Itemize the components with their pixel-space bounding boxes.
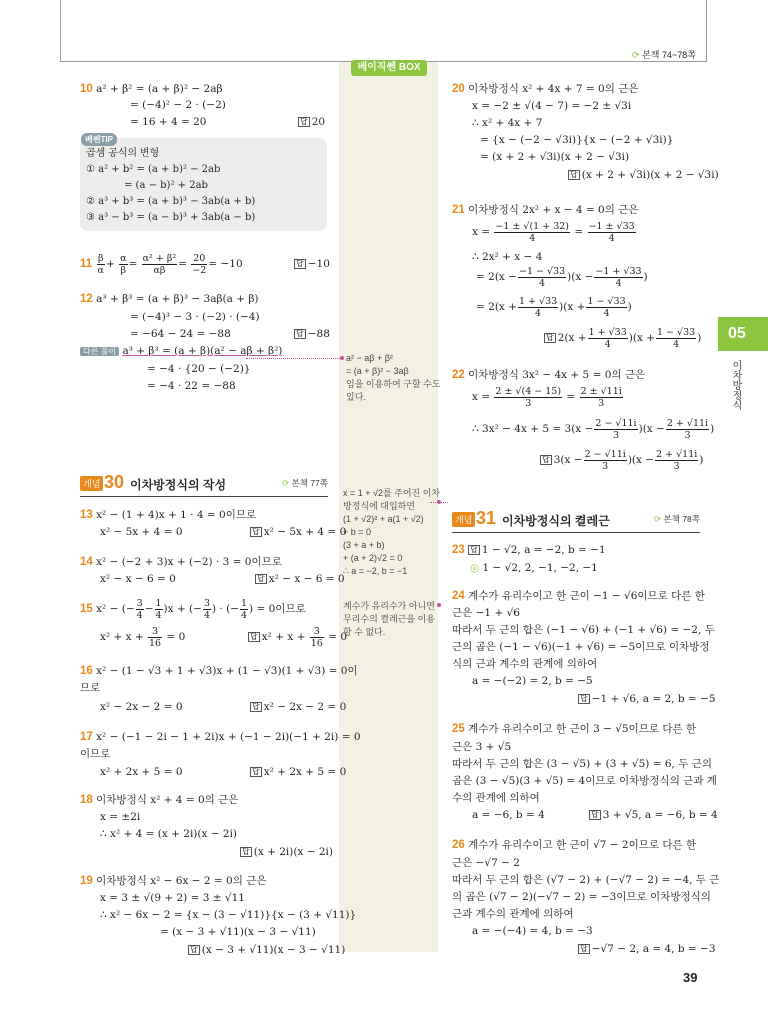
problem-20-line-4: = {x − (−2 − √3i)}{x − (−2 + √3i)} bbox=[480, 134, 674, 146]
connector-dot bbox=[437, 603, 441, 607]
fraction: $\frac{3}{16}$ bbox=[149, 625, 162, 649]
answer-mark-icon: 답 bbox=[257, 574, 265, 583]
fraction: $\frac{20}{-2}$ bbox=[192, 252, 207, 276]
problem-24-line-2: 근은 −1 + √6 bbox=[452, 607, 520, 619]
fraction: $\frac{2 - √11i}{3}$ bbox=[584, 448, 626, 472]
fraction: $\frac{\alpha}{\beta}$ bbox=[120, 252, 127, 276]
problem-19-line-2: x = 3 ± √(9 + 2) = 3 ± √11 bbox=[100, 892, 245, 904]
answer-mark-icon: 답 bbox=[252, 767, 260, 776]
fraction: $\frac{1}{4}$ bbox=[241, 597, 248, 621]
problem-20-line-3: ∴ x² + 4x + 7 bbox=[472, 117, 543, 129]
answer-mark-icon: 답 bbox=[591, 810, 599, 819]
problem-26-answer: 답 −√7 − 2, a = 4, b = −3 bbox=[580, 943, 716, 955]
answer-mark-icon: 답 bbox=[250, 632, 258, 641]
fraction: $\frac{1 + √33}{4}$ bbox=[518, 295, 558, 319]
problem-25-line-6: a = −6, b = 4 bbox=[472, 809, 545, 821]
problem-12-alt-line-3: = −4 · 22 = −88 bbox=[147, 380, 236, 392]
problem-15-line-1: 15 x² − (− $\frac{3}{4}$ − $\frac{1}{4}$ )x + (− $\frac{3}{4}$ ) · (− $\frac{1}{4}$ ) = 0이므로 bbox=[80, 597, 306, 621]
problem-26-line-5: 근과 계수의 관계에 의하여 bbox=[452, 908, 574, 920]
problem-16-line-1b: 므로 bbox=[80, 682, 101, 694]
problem-11: 11 $\frac{\beta}{\alpha}$ + $\frac{\alpha}{\beta}$ = $\frac{\text{α² + β²}}{\alpha\beta}$ = $\frac{20}{-2}$ = −10 bbox=[80, 252, 243, 276]
problem-10-line-1: 10 a² + β² = (a + β)² − 2aβ bbox=[80, 83, 223, 95]
connector-dot bbox=[340, 356, 344, 360]
connector-dot bbox=[437, 500, 441, 504]
fraction: $\frac{2 \pm √11i}{3}$ bbox=[580, 385, 622, 409]
problem-10-line-3: = 16 + 4 = 20 bbox=[130, 116, 207, 128]
side-note-2: x = 1 + √2를 주어진 이차 방정식에 대입하면 (1 + √2)² + a(1 + √2) + b = 0 (3 + a + b) + (a + 2)√2 = 0 ∴ a = −2, b = −1 bbox=[343, 488, 441, 576]
fraction: $\frac{3}{4}$ bbox=[203, 597, 210, 621]
problem-24-line-4: 근의 곱은 (−1 − √6)(−1 + √6) = −5이므로 이차방정 bbox=[452, 641, 710, 653]
problem-26-line-3: 따라서 두 근의 합은 (√7 − 2) + (−√7 − 2) = −4, 두 근 bbox=[452, 874, 720, 886]
problem-22-line-3: ∴ 3x² − 4x + 5 = 3(x − $\frac{2 - √11i}{3}$ )(x − $\frac{2 + √11i}{3}$ ) bbox=[472, 417, 715, 441]
refresh-icon: ⟳ bbox=[282, 478, 290, 488]
problem-18-line-3: ∴ x² + 4 = (x + 2i)(x − 2i) bbox=[100, 828, 238, 840]
problem-12-line-2: = (−4)³ − 3 · (−2) · (−4) bbox=[130, 311, 260, 323]
problem-18-line-1: 18 이차방정식 x² + 4 = 0의 근은 bbox=[80, 794, 239, 806]
problem-19-answer: 답 (x − 3 + √11)(x − 3 − √11) bbox=[190, 944, 346, 956]
fraction: $\frac{3}{16}$ bbox=[310, 625, 323, 649]
problem-12-line-3: = −64 − 24 = −88 bbox=[130, 328, 231, 340]
problem-14-line-2: x² − x − 6 = 0 bbox=[100, 573, 176, 585]
problem-13-answer: 답 x² − 5x + 4 = 0 bbox=[252, 526, 347, 538]
top-frame-line bbox=[60, 0, 61, 62]
answer-mark-icon: 답 bbox=[242, 847, 250, 856]
tip-line-3: ② a³ + b³ = (a + b)³ − 3ab(a + b) bbox=[86, 196, 256, 207]
tip-line-2: = (a − b)² + 2ab bbox=[124, 180, 208, 191]
problem-23-line-1: 23 답 1 − √2, a = −2, b = −1 bbox=[452, 544, 606, 556]
problem-24-line-3: 따라서 두 근의 합은 (−1 − √6) + (−1 + √6) = −2, 두 bbox=[452, 624, 715, 636]
section-30-header: 개념 30 이차방정식의 작성 ⟳ 본책 77쪽 bbox=[80, 474, 328, 497]
problem-12-line-1: 12 a³ + β³ = (a + β)³ − 3aβ(a + β) bbox=[80, 293, 259, 305]
answer-mark-icon: 답 bbox=[580, 944, 588, 953]
side-note-1: a² − aβ + β² = (a + β)² − 3aβ 임을 이용하여 구할 수도 있다. bbox=[346, 353, 441, 402]
header-reference: ⟳ 본책 74~78쪽 bbox=[632, 50, 696, 60]
fraction: $\frac{-1 - √33}{4}$ bbox=[518, 265, 566, 289]
section-31-header: 개념 31 이차방정식의 켤레근 ⟳ 본책 78쪽 bbox=[452, 510, 700, 533]
problem-25-answer: 답 3 + √5, a = −6, b = 4 bbox=[591, 809, 718, 821]
answer-mark-icon: 답 bbox=[296, 259, 304, 268]
fraction: $\frac{-1 + √33}{4}$ bbox=[595, 265, 642, 289]
fraction: $\frac{1}{4}$ bbox=[155, 597, 162, 621]
problem-25-line-2: 근은 3 + √5 bbox=[452, 741, 512, 753]
problem-21-line-3: ∴ 2x² + x − 4 bbox=[472, 251, 543, 263]
problem-12-alt-line-2: = −4 · {20 − (−2)} bbox=[147, 363, 251, 375]
connector-line bbox=[246, 358, 342, 359]
problem-10-answer: 답 20 bbox=[300, 116, 326, 128]
problem-16-line-1: 16 x² − (1 − √3 + 1 + √3)x + (1 − √3)(1 + √3) = 0이 bbox=[80, 665, 358, 677]
problem-20-line-2: x = −2 ± √(4 − 7) = −2 ± √3i bbox=[472, 100, 632, 112]
answer-mark-icon: 답 bbox=[546, 333, 554, 342]
fraction: $\frac{2 - √11i}{3}$ bbox=[595, 417, 637, 441]
answer-mark-icon: 답 bbox=[190, 945, 198, 954]
problem-14-answer: 답 x² − x − 6 = 0 bbox=[257, 573, 345, 585]
side-note-3: 계수가 유리수가 아니면 무리수의 켤레근을 이용 할 수 없다. bbox=[343, 601, 435, 637]
refresh-icon: ⟳ bbox=[654, 514, 662, 524]
problem-18-answer: 답 (x + 2i)(x − 2i) bbox=[242, 846, 333, 858]
problem-19-line-1: 19 이차방정식 x² − 6x − 2 = 0의 근은 bbox=[80, 875, 267, 887]
top-frame-line-right bbox=[706, 0, 707, 62]
problem-12-answer: 답 −88 bbox=[296, 328, 330, 340]
fraction: $\frac{3}{4}$ bbox=[136, 597, 143, 621]
problem-16-answer: 답 x² − 2x − 2 = 0 bbox=[252, 701, 347, 713]
fraction: $\frac{-1 \pm √33}{4}$ bbox=[588, 220, 635, 244]
answer-mark-icon: 답 bbox=[300, 117, 308, 126]
tip-line-4: ③ a³ − b³ = (a − b)³ + 3ab(a − b) bbox=[86, 212, 256, 223]
problem-24-answer: 답 −1 + √6, a = 2, b = −5 bbox=[580, 693, 716, 705]
fraction: $\frac{-1 \pm √(1 + 32)}{4}$ bbox=[495, 220, 570, 244]
fraction: $\frac{1 - √33}{4}$ bbox=[587, 295, 626, 319]
problem-24-line-6: a = −(−2) = 2, b = −5 bbox=[472, 675, 593, 687]
target-icon: ◎ bbox=[470, 562, 480, 574]
problem-22-line-2: x = $\frac{2 \pm √(4 - 15)}{3}$ = $\frac{2 \pm √11i}{3}$ bbox=[472, 385, 622, 409]
problem-17-answer: 답 x² + 2x + 5 = 0 bbox=[252, 766, 347, 778]
fraction: $\frac{1 + √33}{4}$ bbox=[588, 326, 627, 350]
answer-mark-icon: 답 bbox=[542, 455, 550, 464]
problem-26-line-1: 26 계수가 유리수이고 한 근이 √7 − 2이므로 다른 한 bbox=[452, 839, 697, 851]
problem-25-line-3: 따라서 두 근의 합은 (3 − √5) + (3 + √5) = 6, 두 근의 bbox=[452, 758, 712, 770]
problem-15-line-2: x² + x + $\frac{3}{16}$ = 0 bbox=[100, 625, 186, 649]
problem-17-line-1b: 이므로 bbox=[80, 748, 111, 760]
answer-mark-icon: 답 bbox=[252, 527, 260, 536]
fraction: $\frac{2 + √11i}{3}$ bbox=[656, 448, 698, 472]
fraction: $\frac{2 + √11i}{3}$ bbox=[666, 417, 709, 441]
tip-title: 곱셈 공식의 변형 bbox=[86, 148, 160, 159]
problem-26-line-6: a = −(−4) = 4, b = −3 bbox=[472, 925, 593, 937]
problem-12-alt-line-1: 다른 풀이 a³ + β³ = (a + β)(a² − aβ + β²) bbox=[80, 344, 282, 359]
problem-26-line-4: 의 곱은 (√7 − 2)(−√7 − 2) = −3이므로 이차방정식의 bbox=[452, 891, 711, 903]
tip-line-1: ① a² + b² = (a + b)² − 2ab bbox=[86, 164, 221, 175]
chapter-tab[interactable]: 05 bbox=[718, 317, 768, 351]
problem-11-answer: 답 −10 bbox=[296, 258, 330, 270]
refresh-icon: ⟳ bbox=[632, 50, 640, 60]
tip-label: 베쎈TIP bbox=[81, 133, 117, 146]
fraction: $\frac{\text{α² + β²}}{\alpha\beta}$ bbox=[142, 252, 177, 276]
problem-14-line-1: 14 x² − (−2 + 3)x + (−2) · 3 = 0이므로 bbox=[80, 556, 282, 568]
page-number: 39 bbox=[683, 970, 698, 985]
problem-15-answer: 답 x² + x + $\frac{3}{16}$ = 0 bbox=[250, 625, 348, 649]
answer-mark-icon: 답 bbox=[580, 694, 588, 703]
problem-13-line-2: x² − 5x + 4 = 0 bbox=[100, 526, 183, 538]
problem-22-line-1: 22 이차방정식 3x² − 4x + 5 = 0의 근은 bbox=[452, 369, 646, 381]
answer-mark-icon: 답 bbox=[570, 170, 578, 179]
fraction: $\frac{\beta}{\alpha}$ bbox=[97, 252, 104, 276]
problem-20-answer: 답 (x + 2 + √3i)(x + 2 − √3i) bbox=[570, 169, 719, 181]
answer-mark-icon: 답 bbox=[470, 545, 478, 554]
problem-18-line-2: x = ±2i bbox=[100, 811, 141, 823]
problem-25-line-4: 곱은 (3 − √5)(3 + √5) = 4이므로 이차방정식의 근과 계 bbox=[452, 775, 717, 787]
problem-25-line-5: 수의 관계에 의하여 bbox=[452, 792, 540, 804]
problem-19-line-3: ∴ x² − 6x − 2 = {x − (3 − √11)}{x − (3 + √11)} bbox=[100, 909, 357, 921]
problem-21-answer: 답 2(x + $\frac{1 + √33}{4}$ )(x + $\frac{1 - √33}{4}$ ) bbox=[546, 326, 702, 350]
problem-25-line-1: 25 계수가 유리수이고 한 근이 3 − √5이므로 다른 한 bbox=[452, 723, 697, 735]
problem-19-line-4: = (x − 3 + √11)(x − 3 − √11) bbox=[160, 926, 316, 938]
chapter-tab-label: 이차방정식 bbox=[730, 360, 741, 410]
problem-21-line-1: 21 이차방정식 2x² + x − 4 = 0의 근은 bbox=[452, 204, 639, 216]
problem-26-line-2: 근은 −√7 − 2 bbox=[452, 857, 520, 869]
problem-23-line-2: ◎ 1 − √2, 2, −1, −2, −1 bbox=[470, 562, 598, 574]
alt-solution-label: 다른 풀이 bbox=[80, 347, 119, 356]
problem-16-line-2: x² − 2x − 2 = 0 bbox=[100, 701, 183, 713]
basic-box-label: 베이직쎈 BOX bbox=[351, 60, 427, 76]
problem-21-line-4: = 2(x − $\frac{-1 - √33}{4}$ )(x − $\frac{-1 + √33}{4}$ ) bbox=[476, 265, 648, 289]
problem-20-line-5: = (x + 2 + √3i)(x + 2 − √3i) bbox=[480, 151, 630, 163]
problem-13-line-1: 13 x² − (1 + 4)x + 1 · 4 = 0이므로 bbox=[80, 509, 257, 521]
problem-20-line-1: 20 이차방정식 x² + 4x + 7 = 0의 근은 bbox=[452, 83, 639, 95]
problem-17-line-1: 17 x² − (−1 − 2i − 1 + 2i)x + (−1 − 2i)(−1 + 2i) = 0 bbox=[80, 731, 361, 743]
problem-10-line-2: = (−4)² − 2 · (−2) bbox=[130, 99, 226, 111]
answer-mark-icon: 답 bbox=[296, 329, 304, 338]
problem-22-answer: 답 3(x − $\frac{2 - √11i}{3}$ )(x − $\frac{2 + √11i}{3}$ ) bbox=[542, 448, 704, 472]
answer-mark-icon: 답 bbox=[252, 702, 260, 711]
problem-17-line-2: x² + 2x + 5 = 0 bbox=[100, 766, 183, 778]
problem-24-line-1: 24 계수가 유리수이고 한 근이 −1 − √6이므로 다른 한 bbox=[452, 590, 705, 602]
fraction: $\frac{2 \pm √(4 - 15)}{3}$ bbox=[495, 385, 562, 409]
problem-24-line-5: 식의 근과 계수의 관계에 의하여 bbox=[452, 658, 598, 670]
problem-21-line-2: x = $\frac{-1 \pm √(1 + 32)}{4}$ = $\frac{-1 \pm √33}{4}$ bbox=[472, 220, 635, 244]
fraction: $\frac{1 - √33}{4}$ bbox=[657, 326, 696, 350]
problem-21-line-5: = 2(x + $\frac{1 + √33}{4}$ )(x + $\frac{1 - √33}{4}$ ) bbox=[476, 295, 632, 319]
